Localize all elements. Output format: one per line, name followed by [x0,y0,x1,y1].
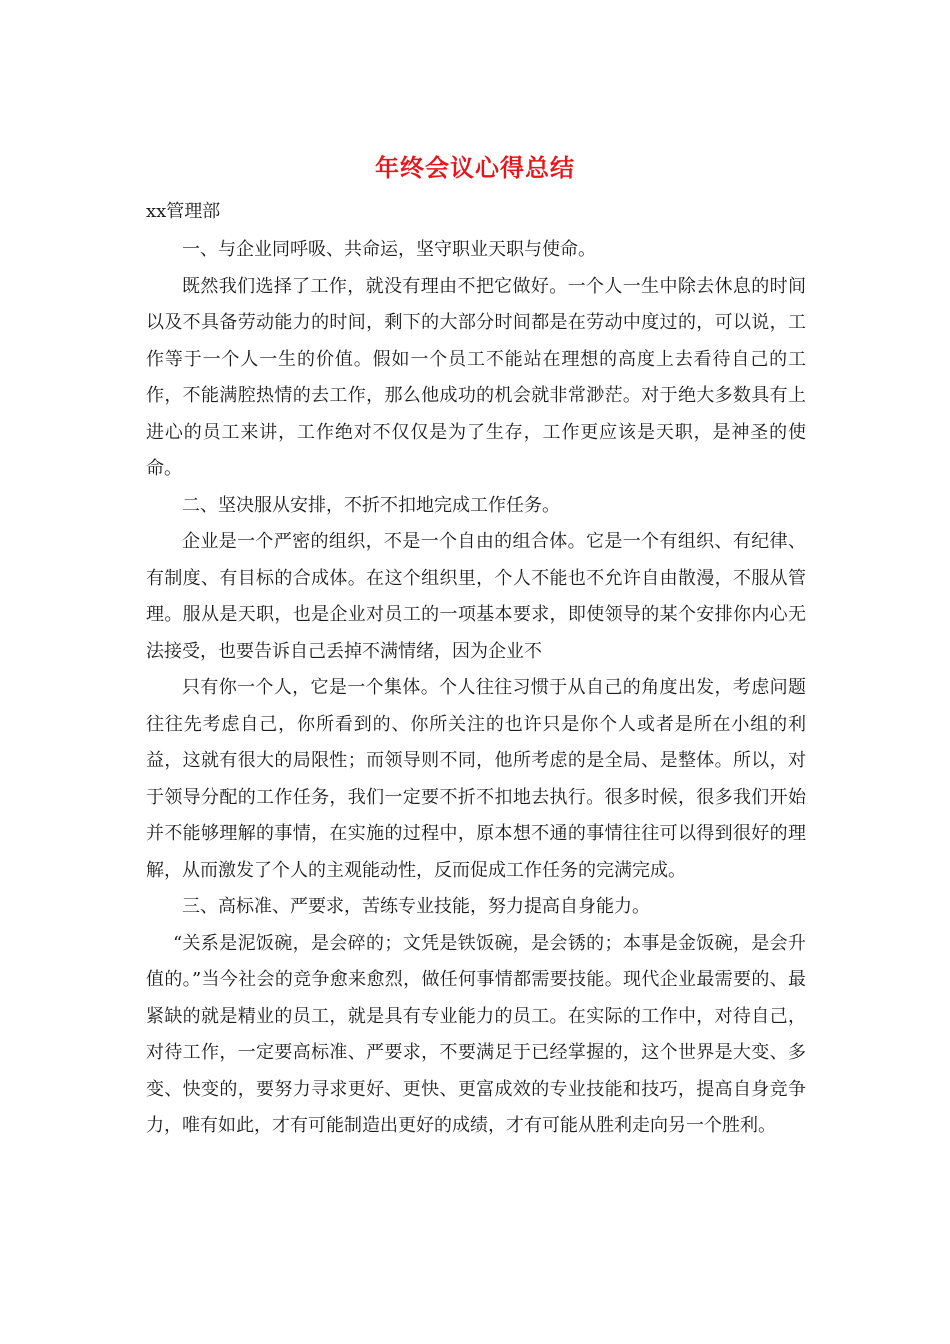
paragraph-2: 企业是一个严密的组织，不是一个自由的组合体。它是一个有组织、有纪律、有制度、有目标的合成体。在这个组织里，个人不能也不允许自由散漫，不服从管理。服从是天职，也是企业对员工的一项基本要求，即使领导的某个安排你内心无法接受，也要告诉自己丢掉不满情绪，因为企业不 [146,531,806,662]
department-label: xx管理部 [146,201,221,222]
section-heading-3: 三、高标准、严要求，苦练专业技能，努力提高自身能力。 [182,896,650,917]
paragraph-3: 只有你一个人，它是一个集体。个人往往习惯于从自己的角度出发，考虑问题往往先考虑自己，你所看到的、你所关注的也许只是你个人或者是所在小组的利益，这就有很大的局限性；而领导则不同，他所考虑的是全局、是整体。所以，对于领导分配的工作任务，我们一定要不折不扣地去执行。很多时候，很多我们开始并不能够理解的事情，在实施的过程中，原本想不通的事情往往可以得到很好的理解，从而激发了个人的主观能动性，反而促成工作任务的完满完成。 [146,677,806,881]
document-body [146,232,806,1145]
section-heading-1: 一、与企业同呼吸、共命运，坚守职业天职与使命。 [182,239,596,260]
paragraph-1: 既然我们选择了工作，就没有理由不把它做好。一个人一生中除去休息的时间以及不具备劳动能力的时间，剩下的大部分时间都是在劳动中度过的，可以说，工作等于一个人一生的价值。假如一个员工不能站在理想的高度上去看待自己的工作，不能满腔热情的去工作，那么他成功的机会就非常渺茫。对于绝大多数具有上进心的员工来讲，工作绝对不仅仅是为了生存，工作更应该是天职，是神圣的使命。 [146,275,806,479]
section-heading-2: 二、坚决服从安排，不折不扣地完成工作任务。 [182,494,560,516]
paragraph-4: “关系是泥饭碗，是会碎的；文凭是铁饭碗，是会锈的；本事是金饭碗，是会升值的。”当今社会的竞争愈来愈烈，做任何事情都需要技能。现代企业最需要的、最紧缺的就是精业的员工，就是具有专业能力的员工。在实际的工作中，对待自己，对待工作，一定要高标准、严要求，不要满足于已经掌握的，这个世界是大变、多变、快变的，要努力寻求更好、更快、更富成效的专业技能和技巧，提高自身竞争力，唯有如此，才有可能制造出更好的成绩，才有可能从胜利走向另一个胜利。 [146,932,806,1136]
document-title: 年终会议心得总结 [375,153,575,182]
